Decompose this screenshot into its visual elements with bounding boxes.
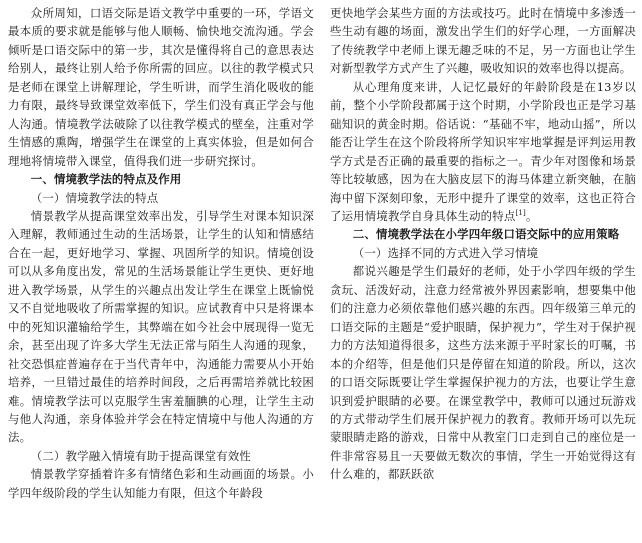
right-column <box>330 4 636 543</box>
section-heading-2: 二、情境教学法在小学四年级口语交际中的应用策略 <box>352 227 620 242</box>
subsection-heading-1-2: （二）教学融入情境有助于提高课堂有效性 <box>30 448 252 463</box>
section-heading-1: 一、情境教学法的特点及作用 <box>30 172 182 187</box>
psychology-text: 从心理角度来讲，人记忆最好的年龄阶段是在13岁以前，整个小学阶段都属于这个时期，小学阶段也正是学习基础知识的黄金时期。俗话说：“基础不牢，地动山摇”，所以能否让学生在这个阶段将所学知识牢牢地掌握是评判运用教学方式是否正确的最重要的指标之一。青少年对图像和场景等比较敏感，因为在大脑皮层下的海马体建立新突触，在脑海中留下深刻印象，无形中提升了课堂的效率，这也正符合了运用情境教学自身具体生动的特点 <box>330 79 636 223</box>
left-column <box>8 4 314 543</box>
citation-mark: [1] <box>515 209 526 218</box>
continued-paragraph: 更快地学会某些方面的方法或技巧。此时在情境中多渗透一些生动有趣的场面，激发出学生们的好学心理，一方面解决了传统教学中老师上课无趣乏味的不足，另一方面也让学生对新型教学方式产生了兴趣，吸收知识的效率也得以提高。 <box>330 6 636 76</box>
subsection-heading-1-1: （一）情境教学法的特点 <box>30 190 159 205</box>
body-paragraph-interest: 都说兴趣是学生们最好的老师，处于小学四年级的学生贪玩、活泼好动，注意力经常被外界因素影响，想要集中他们的注意力必须依靠他们感兴趣的东西。四年级第三单元的口语交际的主题是“爱护眼睛，保护视力”，学生对于保护视力的方法知道得很多，这些方法来源于平时家长的叮嘱，书本的介绍等，但是他们只是停留在知道的阶段。所以，这次的口语交际既要让学生掌握保护视力的方法，也要让学生意识到爱护眼睛的必要。在课堂教学中，教师可以通过玩游戏的方式带动学生们展开保护视力的教育。教师开场可以先玩蒙眼睛走路的游戏，日常中从教室门口走到自己的座位是一件非常容易且一天要做无数次的事情，学生一开始觉得这有什么难的，都跃跃欲 <box>330 264 636 482</box>
subsection-heading-2-1: （一）选择不同的方式进入学习情境 <box>352 245 539 260</box>
psychology-end: 。 <box>525 208 538 223</box>
intro-paragraph: 众所周知，口语交际是语文教学中重要的一环，学语文最本质的要求就是能够与他人顺畅、愉快地交流沟通。学会倾听是口语交际中的第一步，其次是懂得将自己的意思表达给别人，最终让别人给予你所需的回应。以往的教学模式只是老师在课堂上讲解理论，学生听讲，而学生消化吸收的能力有限，最终导致课堂效率低下，学生们没有真正学会与他人沟通。情境教学法破除了以往教学模式的壁垒，注重对学生情感的熏陶，增强学生在课堂的上真实体验，但是如何合理地将情境带入课堂，值得我们进一步研究探讨。 <box>8 6 314 168</box>
body-paragraph-psychology <box>330 78 636 226</box>
body-paragraph-effectiveness: 情景教学穿插着许多有情绪色彩和生动画面的场景。小学四年级阶段的学生认知能力有限，但这个年龄段 <box>8 467 314 500</box>
body-paragraph-features: 情景教学从提高课堂效率出发，引导学生对课本知识深入理解，教师通过生动的生活场景，让学生的认知和情感结合在一起，更好地学习、掌握、巩固所学的知识。情境创设可以从多角度出发，常见的生活场景能让学生更快、更好地进入教学场景，从学生的兴趣点出发让学生在课堂上既愉悦又不自觉地吸收了所需掌握的知识。应试教育中只是将课本中的死知识灌输给学生，其弊端在如今社会中展现得一览无余，甚至出现了许多大学生无法正常与陌生人沟通的现象，社交恐惧症普遍存在于当代青年中，沟通能力需要从小开始培养，一旦错过最佳的培养时间段，之后再需培养就比较困难。情境教学法可以克服学生害羞腼腆的心理，让学生主动与他人沟通，亲身体验并学会在特定情境中与他人沟通的方法。 <box>8 208 314 445</box>
